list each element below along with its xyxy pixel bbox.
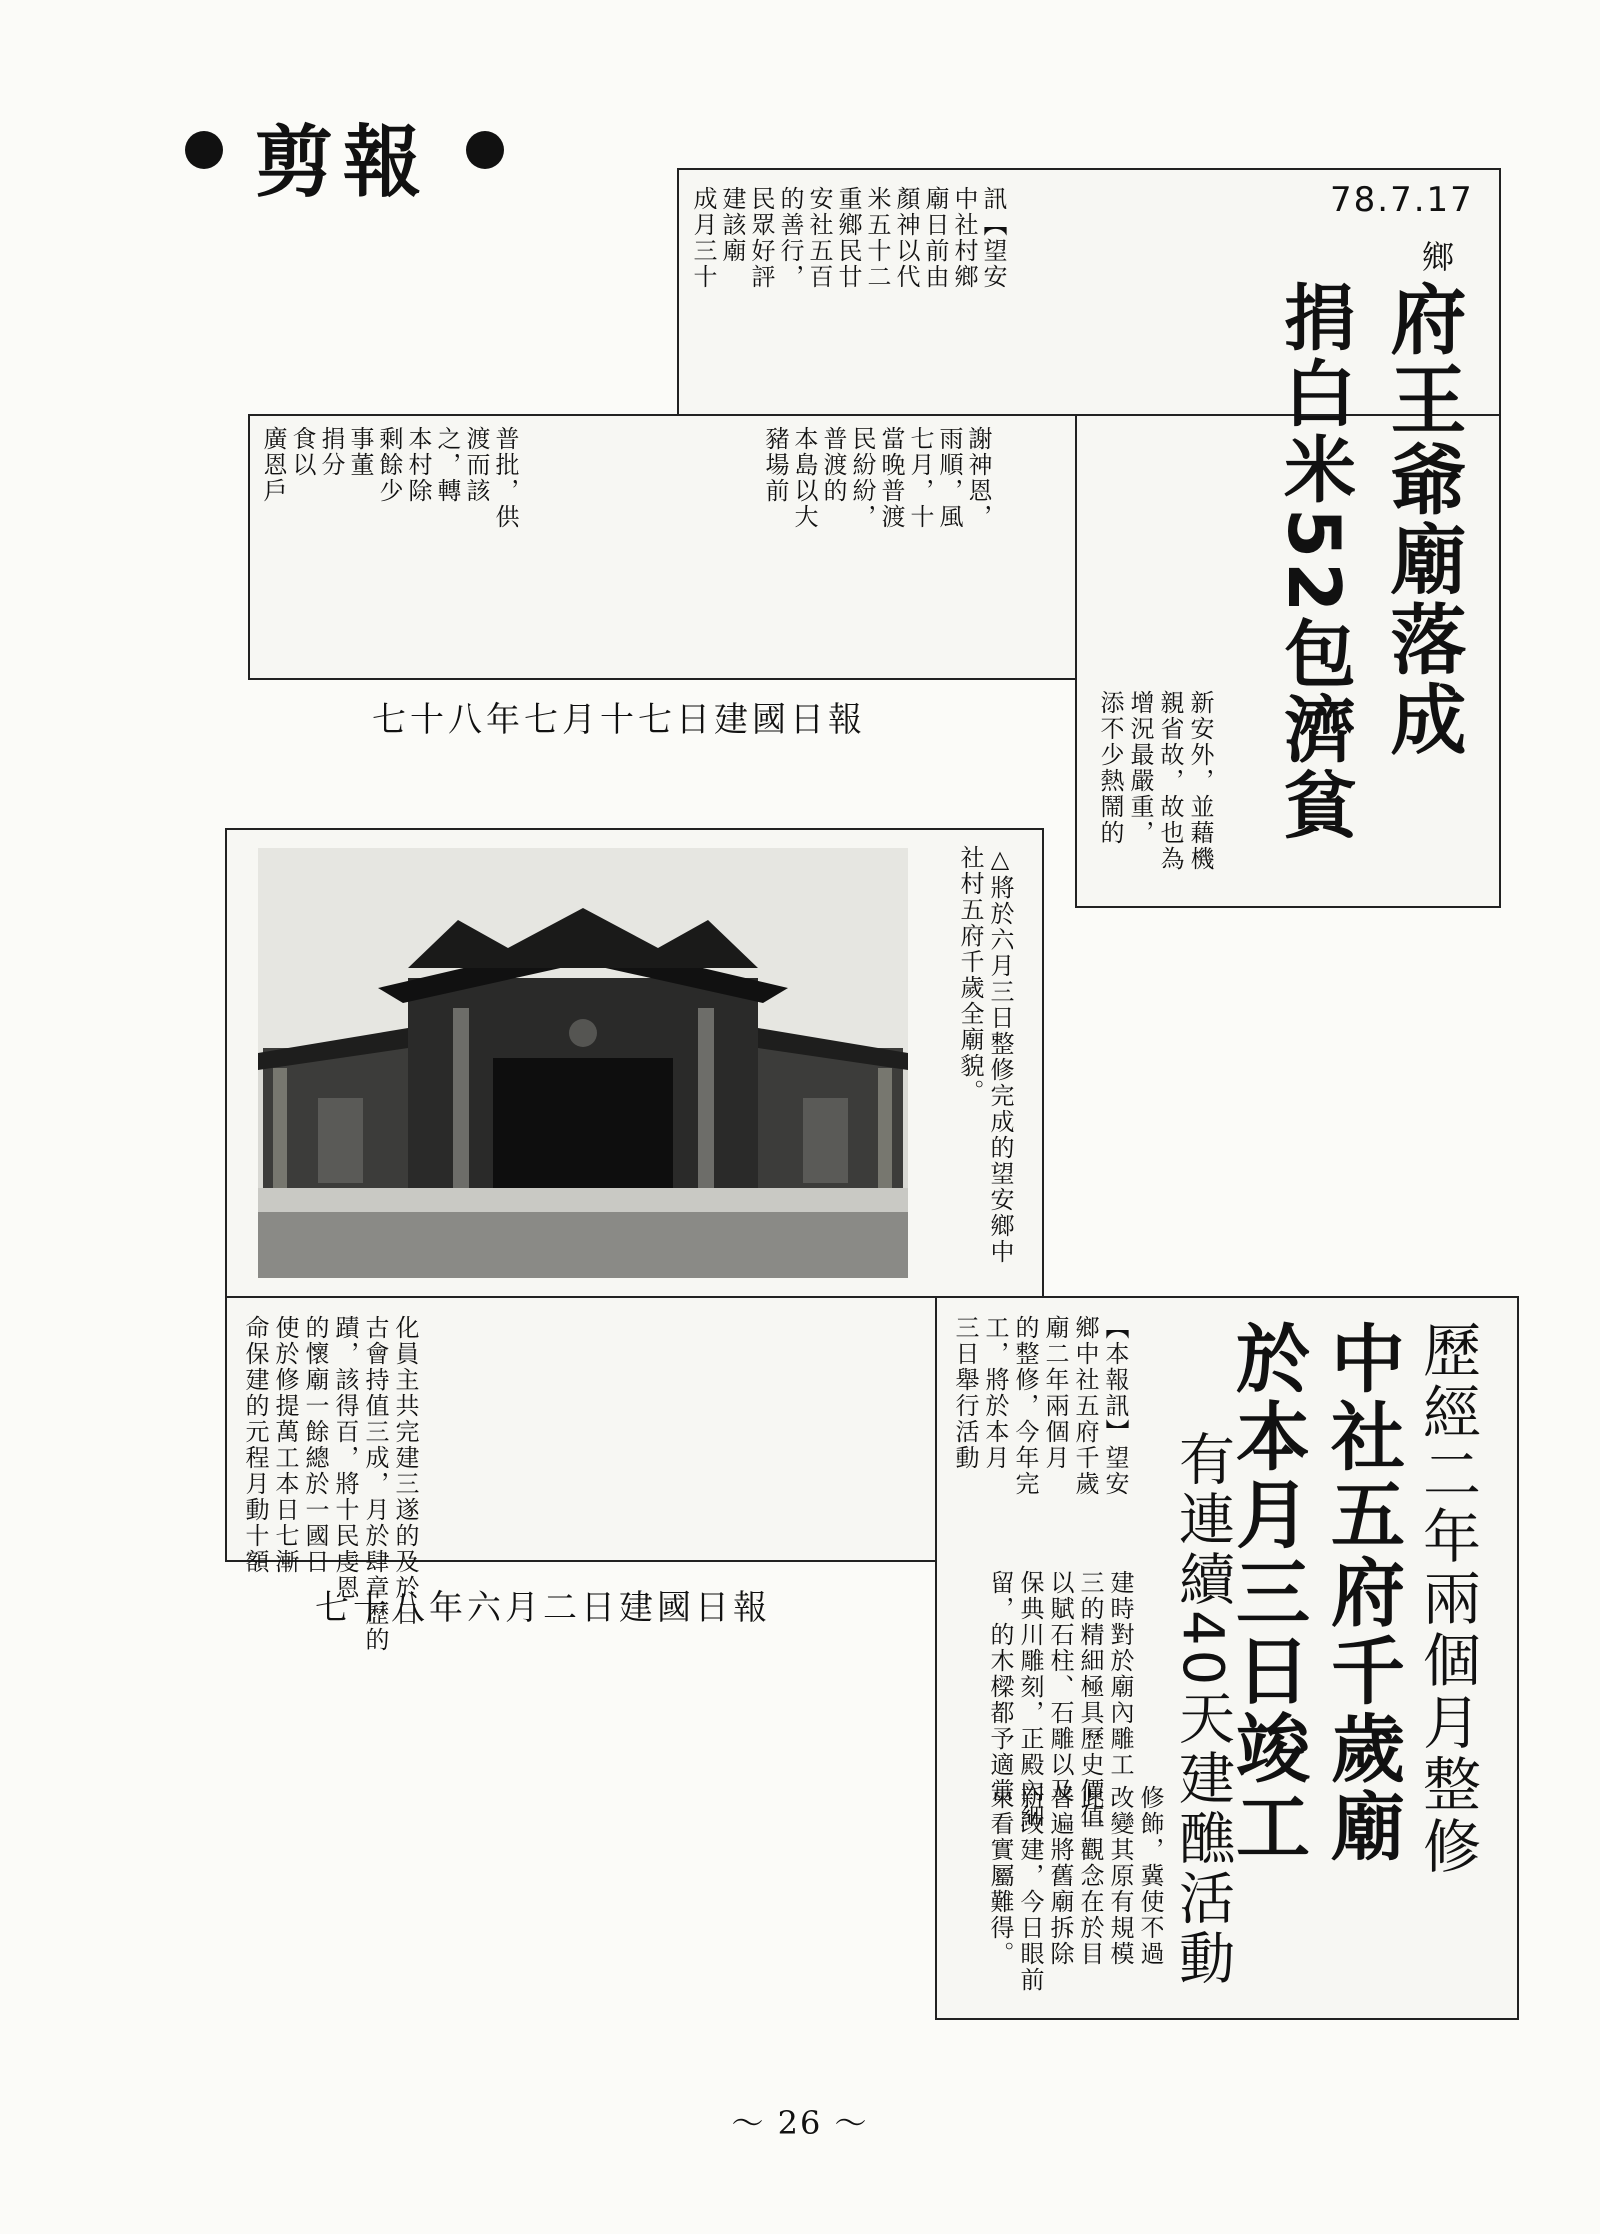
clip2-body-upper: 【本報訊】望安 鄉中社五府千歲 廟二年兩個月 的整修，今年完 工，將於本月 三日舉行活動 — [951, 1315, 1129, 1497]
clip1-headline-small: 鄉 — [1417, 240, 1455, 274]
clip2-body-mid: 化員主共完建三遂的及於日 古會持值三成，月於肆章歷的 蹟，該得百，將十民虔恩 的懷廟一餘總於一國日 使於修提萬工本日七漸 命保建的元程月動十額 — [241, 1315, 419, 1653]
bullet-right-icon — [466, 131, 504, 169]
temple-photo — [258, 848, 908, 1278]
page-header-title: 剪報 — [255, 117, 432, 208]
clip2-headline-sub: 有連續40天建醮活動 — [1170, 1430, 1235, 1990]
page-number: ～ 26 ～ — [731, 2104, 869, 2142]
clip2-caption: 七十八年六月二日建國日報 — [315, 1588, 771, 1628]
clip1-caption: 七十八年七月十七日建國日報 — [372, 700, 866, 740]
clip2-body-lower: 建時對於廟內雕工 三的精細極具歷史價值 以賦石柱、石雕以及 保典川雕刻，正殿內細 留，的木樑都予適當 — [986, 1570, 1134, 1830]
clip1-body-middle: 謝神恩， 雨順，風 七月，十 當晚普渡 民紛紛， 普渡的 本島以大 豬場前 — [761, 426, 992, 530]
clip1-headline-main: 府王爺廟落成 — [1378, 280, 1467, 760]
clip2-photo-caption: △將於六月三日整修完成的望安鄉中社村五府千歲全廟貌。 — [956, 845, 1014, 1265]
clip1-handwritten-note: 78.7.17 — [1330, 180, 1474, 220]
clip1-headline-sub: 捐白米52包濟貧 — [1272, 280, 1356, 845]
clip2-headline-main: 中社五府千歲廟 — [1319, 1320, 1405, 1866]
clip2-headline-top: 歷經二年兩個月整修 — [1413, 1320, 1481, 1878]
clip1-body-right: 訊【望安 中社村鄉 廟日前由 顏神以代 米五十二 重鄉民廿 安社五百 的善行， 民眾好評 建該廟 成月三十 — [689, 186, 1007, 290]
clip1-body-left: 普批，供 渡而該 之，轉 本村除 剩餘少 事董 捐分 食以 廣恩戶 — [259, 426, 519, 530]
bullet-left-icon — [185, 131, 223, 169]
clip1-body-bottom: 新安外，並藉機 親省故，故也為 增況最嚴重， 添不少熱鬧的 — [1096, 690, 1214, 872]
clip2-headline-main2: 於本月三日竣工 — [1224, 1320, 1310, 1866]
clip2-body-lower2: 修飾，冀使不過 改變其原有規模 此一觀念在於目 普遍將舊廟拆除 新改建，今日眼前 來看實屬難得。 — [986, 1785, 1164, 1993]
